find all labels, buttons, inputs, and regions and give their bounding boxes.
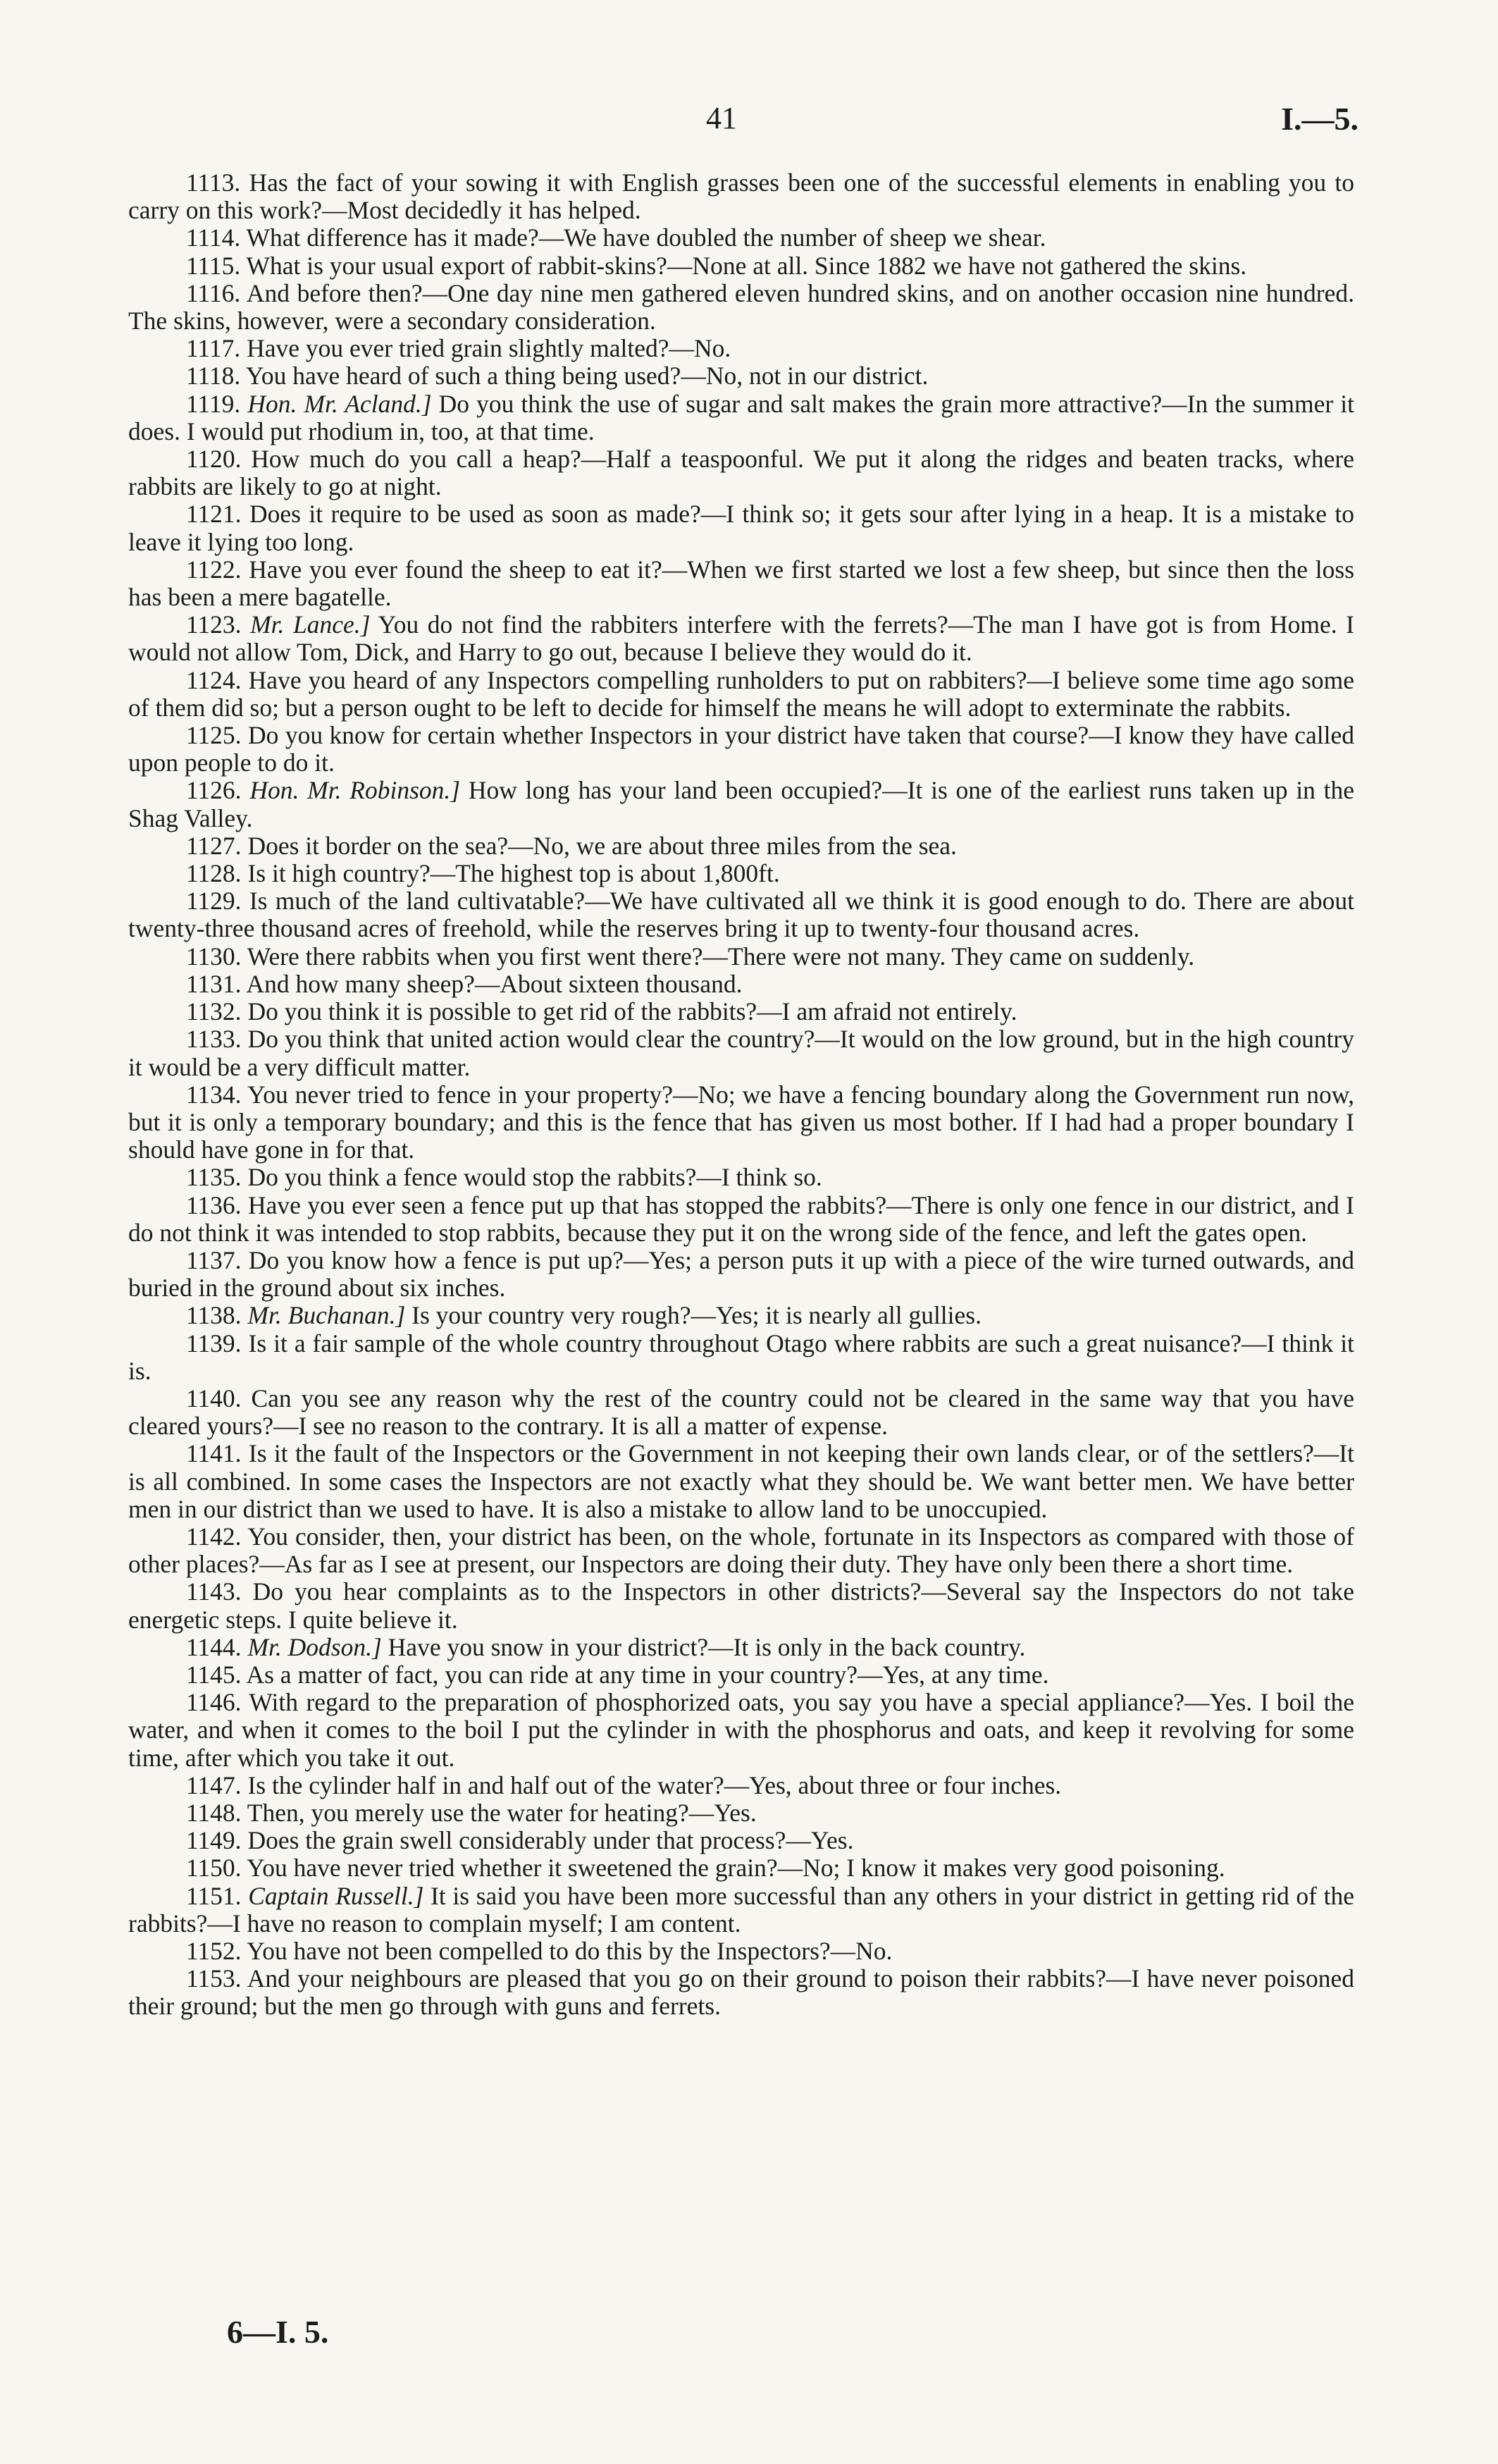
entry-number: 1113. [186, 168, 241, 197]
entry-number: 1117. [186, 334, 241, 363]
evidence-entry [128, 1799, 1354, 1827]
entry-number: 1144. [186, 1632, 242, 1661]
entry-text: Can you see any reason why the rest of the country could not be cleared in the same way that you have cleared yours?—I see no reason to the contrary. It is all a matter of expense. [128, 1384, 1354, 1441]
evidence-entry [128, 887, 1354, 942]
entry-text: And how many sheep?—About sixteen thousand. [246, 969, 743, 998]
evidence-entry [128, 1385, 1354, 1440]
entry-number: 1130. [186, 942, 242, 971]
entry-number: 1125. [186, 721, 242, 750]
entry-speaker: Mr. Dodson.] [247, 1632, 382, 1661]
entry-number: 1145. [186, 1660, 242, 1689]
evidence-entry [128, 667, 1354, 722]
entry-number: 1124. [186, 665, 242, 694]
entry-number: 1143. [186, 1577, 242, 1606]
page-number: 41 [706, 101, 737, 135]
entry-text: What is your usual export of rabbit-skins?—None at all. Since 1882 we have not gathered the skins. [246, 251, 1247, 280]
entry-text: Does it border on the sea?—No, we are about three miles from the sea. [247, 831, 957, 860]
entry-number: 1127. [186, 831, 242, 860]
entry-number: 1123. [186, 610, 242, 639]
entry-number: 1140. [186, 1384, 242, 1412]
evidence-entry [128, 1661, 1354, 1689]
evidence-entry [128, 860, 1354, 887]
evidence-entry [128, 224, 1354, 252]
evidence-entry [128, 1578, 1354, 1633]
entry-text: Have you ever seen a fence put up that has stopped the rabbits?—There is only one fence in our district, and I do not think it was intended to stop rabbits, because they put it on the wrong side of the fence, and left the gates open. [128, 1190, 1354, 1247]
entry-number: 1149. [186, 1826, 242, 1855]
evidence-entry [128, 998, 1354, 1025]
entry-text: How much do you call a heap?—Half a teaspoonful. We put it along the ridges and beaten tracks, where rabbits are likely to go at night. [128, 445, 1355, 501]
entry-text: Do you think that united action would clear the country?—It would on the low ground, but in the high country it would be a very difficult matter. [128, 1025, 1355, 1081]
entry-text: Do you think a fence would stop the rabbits?—I think so. [247, 1163, 822, 1192]
entry-number: 1116. [186, 278, 241, 307]
entry-text: Have you ever tried grain slightly malted?—No. [247, 334, 731, 363]
entry-number: 1128. [186, 859, 242, 888]
evidence-entry [128, 1164, 1354, 1191]
entry-text: What difference has it made?—We have doubled the number of sheep we shear. [246, 223, 1046, 252]
entry-number: 1120. [186, 445, 242, 474]
entry-text: You have not been compelled to do this by the Inspectors?—No. [247, 1937, 893, 1965]
entry-text: Do you know how a fence is put up?—Yes; a person puts it up with a piece of the wire turned outwards, and buried in the ground about six inches. [128, 1245, 1355, 1302]
entry-text: How long has your land been occupied?—It is one of the earliest runs taken up in the Shag Valley. [128, 776, 1355, 832]
entry-number: 1132. [186, 997, 242, 1026]
entry-number: 1137. [186, 1245, 242, 1274]
entry-number: 1126. [186, 776, 242, 805]
entry-text: Have you ever found the sheep to eat it?—When we first started we lost a few sheep, but since then the loss has been a mere bagatelle. [128, 555, 1355, 612]
entry-number: 1129. [186, 887, 242, 916]
entry-text: With regard to the preparation of phosphorized oats, you say you have a special appliance?—Yes. I boil the water, and when it comes to the boil I put the cylinder in with the phosphorus and oats, and keep it revolving for some time, after which you take it out. [128, 1688, 1354, 1772]
entry-text: Were there rabbits when you first went there?—There were not many. They came on suddenly. [247, 942, 1195, 971]
evidence-entry [128, 722, 1354, 777]
entry-number: 1131. [186, 969, 242, 998]
entry-number: 1119. [186, 389, 241, 418]
entry-text: You never tried to fence in your property?—No; we have a fencing boundary along the Government run now, but it is only a temporary boundary; and this is the fence that has given us most bother. If I had had a proper boundary I should have gone in for that. [128, 1080, 1354, 1164]
entry-text: You do not find the rabbiters interfere with the ferrets?—The man I have got is from Home. I would not allow Tom, Dick, and Harry to go out, because I believe they would do it. [128, 610, 1355, 667]
evidence-entry [128, 1523, 1354, 1578]
evidence-entry [128, 500, 1354, 555]
entry-number: 1146. [186, 1688, 242, 1717]
footer-signature: 6—I. 5. [227, 2314, 329, 2350]
evidence-entry [128, 445, 1354, 500]
evidence-entry [128, 169, 1354, 224]
entry-speaker: Captain Russell.] [248, 1881, 424, 1910]
entry-text: Is it the fault of the Inspectors or the Government in not keeping their own lands clear, or of the settlers?—It is all combined. In some cases the Inspectors are not exactly what they should be. We want better men. We have better men in our district than we used to have. It is also a mistake to allow land to be unoccupied. [128, 1439, 1354, 1523]
entry-text: You have heard of such a thing being used?—No, not in our district. [245, 362, 929, 390]
evidence-entry [128, 280, 1354, 335]
evidence-entry [128, 1883, 1354, 1938]
entry-speaker: Hon. Mr. Acland.] [247, 389, 432, 418]
entry-text: You have never tried whether it sweetened the grain?—No; I know it makes very good poisoning. [247, 1854, 1225, 1883]
entry-text: Is much of the land cultivatable?—We have cultivated all we think it is good enough to do. There are about twenty-three thousand acres of freehold, while the reserves bring it up to twenty-four thousand acres. [128, 887, 1355, 943]
evidence-entry [128, 1827, 1354, 1854]
entry-number: 1134. [186, 1080, 242, 1109]
evidence-entry [128, 943, 1354, 971]
evidence-entry [128, 1192, 1354, 1247]
evidence-entry [128, 1854, 1354, 1882]
entry-text: Is it a fair sample of the whole country throughout Otago where rabbits are such a great nuisance?—I think it is. [128, 1329, 1354, 1385]
entry-speaker: Mr. Lance.] [250, 610, 371, 639]
evidence-entry [128, 971, 1354, 998]
evidence-entry [128, 390, 1354, 445]
entry-number: 1150. [186, 1854, 242, 1883]
entry-number: 1148. [186, 1798, 242, 1827]
evidence-entry [128, 1302, 1354, 1329]
entry-text: Do you think the use of sugar and salt makes the grain more attractive?—In the summer it does. I would put rhodium in, too, at that time. [128, 389, 1354, 445]
entry-number: 1121. [186, 500, 242, 529]
evidence-entry [128, 1247, 1354, 1302]
entry-number: 1115. [186, 251, 241, 280]
entry-number: 1122. [186, 555, 242, 584]
evidence-entry [128, 777, 1354, 832]
entry-text: And your neighbours are pleased that you go on their ground to poison their rabbits?—I have never poisoned their ground; but the men go through with guns and ferrets. [128, 1964, 1354, 2021]
evidence-body [128, 169, 1354, 2021]
entry-number: 1152. [186, 1937, 242, 1965]
entry-text: Is your country very rough?—Yes; it is nearly all gullies. [411, 1301, 982, 1330]
entry-number: 1138. [186, 1301, 242, 1330]
entry-text: Has the fact of your sowing it with English grasses been one of the successful elements in enabling you to carry on this work?—Most decidedly it has helped. [128, 168, 1354, 225]
entry-number: 1118. [186, 362, 241, 390]
evidence-entry [128, 1772, 1354, 1799]
entry-number: 1135. [186, 1163, 242, 1192]
entry-number: 1114. [186, 223, 241, 252]
evidence-entry [128, 1938, 1354, 1965]
page-reference: I.—5. [1281, 101, 1358, 137]
entry-text: It is said you have been more successful than any others in your district in getting rid of the rabbits?—I have no reason to complain myself; I am content. [128, 1881, 1354, 1938]
entry-number: 1136. [186, 1190, 242, 1219]
entry-number: 1142. [186, 1522, 242, 1551]
entry-text: You consider, then, your district has been, on the whole, fortunate in its Inspectors as compared with those of other places?—As far as I see at present, our Inspectors are doing their duty. They have only been there a short time. [128, 1522, 1354, 1579]
entry-text: Then, you merely use the water for heating?—Yes. [247, 1798, 757, 1827]
evidence-entry [128, 1440, 1354, 1523]
entry-number: 1139. [186, 1329, 242, 1357]
entry-number: 1141. [186, 1439, 242, 1468]
evidence-entry [128, 1689, 1354, 1772]
entry-text: Is it high country?—The highest top is about 1,800ft. [247, 859, 780, 888]
entry-text: As a matter of fact, you can ride at any time in your country?—Yes, at any time. [246, 1660, 1049, 1689]
entry-speaker: Mr. Buchanan.] [247, 1301, 406, 1330]
entry-text: Do you know for certain whether Inspectors in your district have taken that course?—I know they have called upon people to do it. [128, 721, 1354, 777]
entry-text: Does it require to be used as soon as made?—I think so; it gets sour after lying in a heap. It is a mistake to leave it lying too long. [128, 500, 1354, 556]
evidence-entry [128, 1634, 1354, 1661]
entry-number: 1147. [186, 1770, 242, 1799]
evidence-entry [128, 556, 1354, 611]
entry-text: Have you heard of any Inspectors compelling runholders to put on rabbiters?—I believe some time ago some of them did so; but a person ought to be left to decide for himself the means he will adopt to exterminate the rabbits. [128, 665, 1355, 722]
entry-text: Do you hear complaints as to the Inspectors in other districts?—Several say the Inspectors do not take energetic steps. I quite believe it. [128, 1577, 1354, 1634]
entry-text: Is the cylinder half in and half out of the water?—Yes, about three or four inches. [247, 1770, 1062, 1799]
evidence-entry [128, 335, 1354, 362]
entry-text: Have you snow in your district?—It is only in the back country. [388, 1632, 1026, 1661]
entry-text: Do you think it is possible to get rid of the rabbits?—I am afraid not entirely. [247, 997, 1017, 1026]
evidence-entry [128, 1965, 1354, 2020]
evidence-entry [128, 611, 1354, 666]
entry-number: 1133. [186, 1025, 242, 1054]
evidence-entry [128, 362, 1354, 390]
entry-number: 1153. [186, 1964, 242, 1993]
entry-number: 1151. [186, 1881, 242, 1910]
evidence-entry [128, 1330, 1354, 1385]
entry-text: And before then?—One day nine men gathered eleven hundred skins, and on another occasion nine hundred. The skins, however, were a secondary consideration. [128, 278, 1354, 335]
evidence-entry [128, 1081, 1354, 1164]
evidence-entry [128, 1025, 1354, 1080]
entry-text: Does the grain swell considerably under that process?—Yes. [247, 1826, 854, 1855]
entry-speaker: Hon. Mr. Robinson.] [249, 776, 461, 805]
evidence-entry [128, 832, 1354, 860]
evidence-entry [128, 252, 1354, 280]
